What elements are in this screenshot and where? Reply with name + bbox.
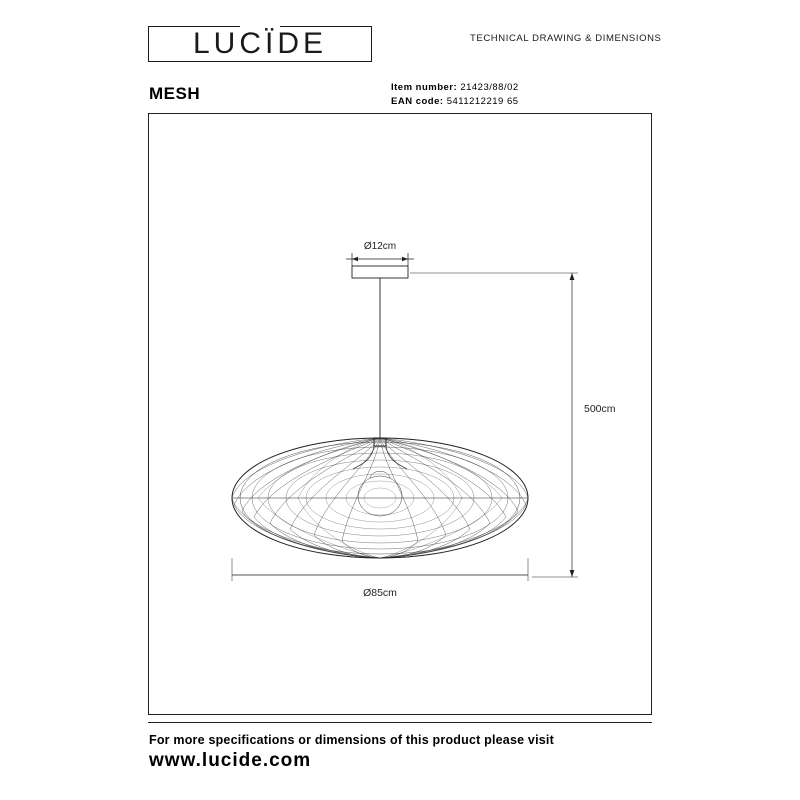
canopy bbox=[352, 266, 408, 438]
document-subtitle: TECHNICAL DRAWING & DIMENSIONS bbox=[470, 33, 662, 44]
item-number-value: 21423/88/02 bbox=[460, 82, 519, 93]
footer-website-link[interactable]: www.lucide.com bbox=[149, 750, 312, 771]
canopy-diameter-label: Ø12cm bbox=[363, 241, 397, 252]
canopy-diameter-dimension bbox=[346, 253, 414, 266]
footer-divider bbox=[148, 722, 652, 723]
item-number-label: Item number: bbox=[391, 82, 458, 93]
logo-text: LUCÏDE bbox=[192, 27, 328, 60]
ean-value: 5411212219 65 bbox=[446, 96, 519, 107]
mesh-shade bbox=[232, 438, 528, 558]
product-drawing bbox=[148, 113, 652, 715]
product-meta bbox=[391, 81, 519, 109]
footer-text: For more specifications or dimensions of this product please visit bbox=[149, 733, 554, 747]
page-title: MESH bbox=[149, 84, 201, 103]
lucide-logo bbox=[148, 26, 372, 62]
width-label: Ø85cm bbox=[363, 587, 397, 599]
drawing-svg bbox=[148, 113, 652, 715]
height-label: 500cm bbox=[584, 403, 616, 415]
ean-label: EAN code: bbox=[391, 96, 444, 107]
width-dimension bbox=[232, 558, 528, 581]
ean-row bbox=[391, 95, 519, 109]
item-number-row bbox=[391, 81, 519, 95]
